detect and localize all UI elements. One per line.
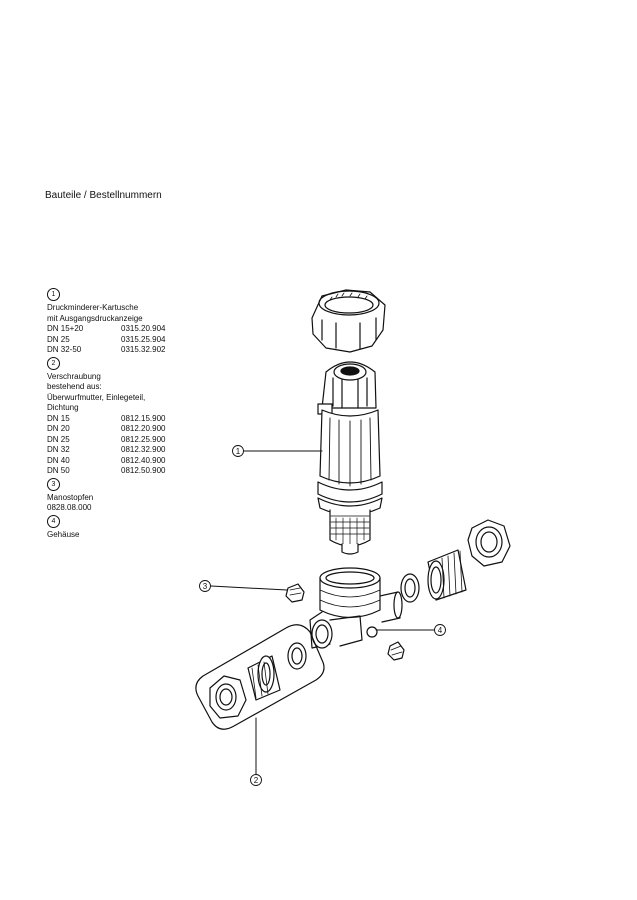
callout-3 — [200, 581, 211, 592]
part-description: bestehend aus: — [47, 382, 102, 391]
order-number: 0315.20.904 — [121, 324, 166, 333]
order-number: 0812.40.900 — [121, 455, 166, 465]
dn-size: DN 15 — [47, 413, 70, 423]
dn-size: DN 25 — [47, 434, 70, 444]
part-description: Überwurfmutter, Einlegeteil, — [47, 392, 146, 402]
callout-label: 1 — [235, 447, 241, 456]
dn-size: DN 25 — [47, 334, 70, 344]
housing-drawing — [310, 568, 402, 648]
left-union-drawing — [196, 625, 324, 729]
dn-size: DN 32-50 — [47, 345, 82, 354]
callout-label: 3 — [202, 582, 208, 591]
part-description: mit Ausgangsdruckanzeige — [47, 313, 143, 323]
part-description: Manostopfen — [47, 492, 94, 502]
order-number: 0812.25.900 — [121, 434, 166, 444]
dn-size: DN 50 — [47, 466, 70, 475]
dn-size: DN 40 — [47, 455, 70, 465]
dn-size: DN 20 — [47, 424, 70, 433]
callout-4 — [435, 625, 446, 636]
dn-size: DN 15+20 — [47, 324, 84, 333]
cartridge-drawing — [318, 362, 382, 554]
order-number: 0812.50.900 — [121, 466, 166, 475]
order-number: 0812.15.900 — [121, 413, 166, 423]
part-number-badge: 1 — [47, 288, 60, 301]
right-union-drawing — [401, 520, 510, 602]
part-description: Druckminderer-Kartusche — [47, 303, 139, 312]
part-number-badge: 2 — [47, 357, 60, 370]
part-number-badge: 4 — [47, 515, 60, 528]
dn-size: DN 32 — [47, 445, 70, 454]
part-description: Gehäuse — [47, 529, 80, 539]
part-description: Verschraubung — [47, 371, 101, 381]
order-number: 0315.25.904 — [121, 334, 166, 344]
order-number: 0812.32.900 — [121, 445, 166, 454]
callout-1 — [233, 446, 244, 457]
cap-nut-drawing — [312, 290, 385, 352]
part-description: 0828.08.000 — [47, 503, 92, 512]
order-number: 0812.20.900 — [121, 424, 166, 433]
callout-2 — [251, 775, 262, 786]
part-description: Dichtung — [47, 403, 79, 412]
order-number: 0315.32.902 — [121, 345, 166, 354]
part-number-badge: 3 — [47, 478, 60, 491]
page-title: Bauteile / Bestellnummern — [45, 190, 162, 201]
callout-label: 4 — [437, 626, 443, 635]
callout-label: 2 — [253, 776, 259, 785]
